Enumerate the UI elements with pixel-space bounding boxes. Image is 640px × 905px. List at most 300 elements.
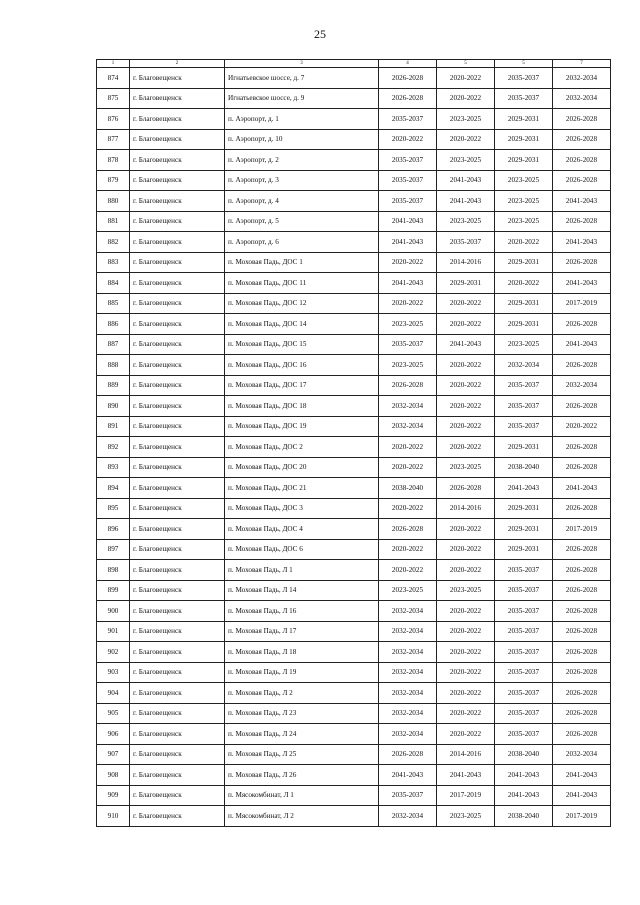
column-number-row: [97, 60, 611, 68]
period-cell: 2035-2037: [495, 396, 553, 417]
period-cell: 2014-2016: [437, 744, 495, 765]
period-cell: 2032-2034: [379, 683, 437, 704]
period-cell: 2023-2025: [379, 580, 437, 601]
row-number-cell: 887: [97, 334, 130, 355]
row-number-cell: 893: [97, 457, 130, 478]
row-number-cell: 896: [97, 519, 130, 540]
address-cell: п. Моховая Падь, ДОС 4: [225, 519, 379, 540]
row-number-cell: 880: [97, 191, 130, 212]
address-cell: п. Моховая Падь, ДОС 15: [225, 334, 379, 355]
period-cell: 2014-2016: [437, 498, 495, 519]
period-cell: 2026-2028: [553, 109, 611, 130]
period-cell: 2035-2037: [379, 170, 437, 191]
period-cell: 2020-2022: [437, 68, 495, 89]
address-cell: п. Моховая Падь, Л 2: [225, 683, 379, 704]
row-number-cell: 906: [97, 724, 130, 745]
period-cell: 2020-2022: [379, 539, 437, 560]
period-cell: 2041-2043: [553, 273, 611, 294]
period-cell: 2032-2034: [379, 416, 437, 437]
column-header: 4: [379, 60, 437, 68]
period-cell: 2026-2028: [553, 129, 611, 150]
period-cell: 2029-2031: [495, 109, 553, 130]
period-cell: 2020-2022: [437, 88, 495, 109]
period-cell: 2029-2031: [437, 273, 495, 294]
table-row: [97, 232, 611, 253]
period-cell: 2026-2028: [553, 170, 611, 191]
address-cell: п. Аэропорт, д. 5: [225, 211, 379, 232]
period-cell: 2020-2022: [437, 703, 495, 724]
city-cell: г. Благовещенск: [130, 703, 225, 724]
page-number: 25: [314, 27, 326, 41]
period-cell: 2026-2028: [553, 703, 611, 724]
address-cell: п. Моховая Падь, ДОС 17: [225, 375, 379, 396]
table-row: [97, 416, 611, 437]
city-cell: г. Благовещенск: [130, 191, 225, 212]
period-cell: 2038-2040: [495, 457, 553, 478]
period-cell: 2020-2022: [437, 539, 495, 560]
period-cell: 2020-2022: [495, 232, 553, 253]
row-number-cell: 881: [97, 211, 130, 232]
row-number-cell: 884: [97, 273, 130, 294]
period-cell: 2041-2043: [553, 765, 611, 786]
period-cell: 2026-2028: [553, 642, 611, 663]
address-cell: п. Моховая Падь, Л 24: [225, 724, 379, 745]
period-cell: 2029-2031: [495, 314, 553, 335]
table-row: [97, 334, 611, 355]
address-cell: п. Аэропорт, д. 2: [225, 150, 379, 171]
row-number-cell: 877: [97, 129, 130, 150]
table-body: [97, 60, 611, 827]
period-cell: 2023-2025: [379, 314, 437, 335]
period-cell: 2020-2022: [379, 129, 437, 150]
period-cell: 2023-2025: [437, 211, 495, 232]
table-row: [97, 621, 611, 642]
address-cell: п. Аэропорт, д. 3: [225, 170, 379, 191]
row-number-cell: 885: [97, 293, 130, 314]
city-cell: г. Благовещенск: [130, 457, 225, 478]
city-cell: г. Благовещенск: [130, 314, 225, 335]
table-row: [97, 580, 611, 601]
address-cell: п. Моховая Падь, ДОС 1: [225, 252, 379, 273]
period-cell: 2026-2028: [553, 150, 611, 171]
table-row: [97, 109, 611, 130]
row-number-cell: 904: [97, 683, 130, 704]
table-row: [97, 88, 611, 109]
period-cell: 2041-2043: [379, 232, 437, 253]
period-cell: 2041-2043: [437, 170, 495, 191]
address-cell: п. Моховая Падь, Л 26: [225, 765, 379, 786]
address-cell: п. Моховая Падь, ДОС 6: [225, 539, 379, 560]
table-row: [97, 703, 611, 724]
period-cell: 2035-2037: [379, 334, 437, 355]
city-cell: г. Благовещенск: [130, 519, 225, 540]
address-cell: п. Моховая Падь, Л 25: [225, 744, 379, 765]
city-cell: г. Благовещенск: [130, 437, 225, 458]
table-row: [97, 375, 611, 396]
period-cell: 2017-2019: [553, 806, 611, 827]
row-number-cell: 878: [97, 150, 130, 171]
row-number-cell: 879: [97, 170, 130, 191]
city-cell: г. Благовещенск: [130, 355, 225, 376]
table-row: [97, 68, 611, 89]
table-row: [97, 437, 611, 458]
period-cell: 2020-2022: [437, 416, 495, 437]
table-row: [97, 211, 611, 232]
city-cell: г. Благовещенск: [130, 498, 225, 519]
city-cell: г. Благовещенск: [130, 211, 225, 232]
column-header: 1: [97, 60, 130, 68]
period-cell: 2035-2037: [495, 703, 553, 724]
period-cell: 2029-2031: [495, 539, 553, 560]
table-row: [97, 252, 611, 273]
period-cell: 2029-2031: [495, 129, 553, 150]
period-cell: 2026-2028: [553, 683, 611, 704]
period-cell: 2020-2022: [437, 375, 495, 396]
address-cell: п. Моховая Падь, ДОС 12: [225, 293, 379, 314]
city-cell: г. Благовещенск: [130, 724, 225, 745]
period-cell: 2026-2028: [379, 375, 437, 396]
period-cell: 2026-2028: [379, 744, 437, 765]
period-cell: 2020-2022: [437, 724, 495, 745]
period-cell: 2029-2031: [495, 150, 553, 171]
period-cell: 2020-2022: [437, 129, 495, 150]
row-number-cell: 905: [97, 703, 130, 724]
period-cell: 2035-2037: [495, 416, 553, 437]
period-cell: 2035-2037: [379, 150, 437, 171]
city-cell: г. Благовещенск: [130, 478, 225, 499]
period-cell: 2032-2034: [553, 375, 611, 396]
period-cell: 2035-2037: [495, 662, 553, 683]
city-cell: г. Благовещенск: [130, 129, 225, 150]
table-row: [97, 457, 611, 478]
city-cell: г. Благовещенск: [130, 88, 225, 109]
address-cell: п. Моховая Падь, Л 17: [225, 621, 379, 642]
column-header: 7: [553, 60, 611, 68]
table-row: [97, 293, 611, 314]
city-cell: г. Благовещенск: [130, 334, 225, 355]
row-number-cell: 907: [97, 744, 130, 765]
period-cell: 2020-2022: [437, 437, 495, 458]
table-row: [97, 765, 611, 786]
address-cell: п. Моховая Падь, ДОС 3: [225, 498, 379, 519]
city-cell: г. Благовещенск: [130, 293, 225, 314]
period-cell: 2032-2034: [553, 88, 611, 109]
row-number-cell: 902: [97, 642, 130, 663]
row-number-cell: 882: [97, 232, 130, 253]
city-cell: г. Благовещенск: [130, 416, 225, 437]
column-header: 3: [225, 60, 379, 68]
row-number-cell: 898: [97, 560, 130, 581]
address-cell: п. Аэропорт, д. 10: [225, 129, 379, 150]
address-cell: п. Моховая Падь, ДОС 21: [225, 478, 379, 499]
address-cell: п. Моховая Падь, Л 1: [225, 560, 379, 581]
period-cell: 2035-2037: [495, 580, 553, 601]
address-cell: п. Мясокомбинат, Л 2: [225, 806, 379, 827]
address-cell: п. Моховая Падь, ДОС 14: [225, 314, 379, 335]
address-cell: п. Мясокомбинат, Л 1: [225, 785, 379, 806]
period-cell: 2026-2028: [553, 724, 611, 745]
period-cell: 2032-2034: [379, 703, 437, 724]
period-cell: 2023-2025: [495, 191, 553, 212]
period-cell: 2020-2022: [379, 293, 437, 314]
period-cell: 2041-2043: [437, 334, 495, 355]
row-number-cell: 909: [97, 785, 130, 806]
registry-table: [96, 59, 611, 827]
address-cell: п. Моховая Падь, Л 23: [225, 703, 379, 724]
period-cell: 2014-2016: [437, 252, 495, 273]
period-cell: 2020-2022: [379, 498, 437, 519]
table-row: [97, 150, 611, 171]
address-cell: п. Моховая Падь, ДОС 2: [225, 437, 379, 458]
row-number-cell: 874: [97, 68, 130, 89]
address-cell: Игнатьевское шоссе, д. 9: [225, 88, 379, 109]
period-cell: 2035-2037: [495, 88, 553, 109]
city-cell: г. Благовещенск: [130, 232, 225, 253]
city-cell: г. Благовещенск: [130, 150, 225, 171]
period-cell: 2026-2028: [553, 601, 611, 622]
row-number-cell: 892: [97, 437, 130, 458]
table-row: [97, 396, 611, 417]
period-cell: 2026-2028: [553, 457, 611, 478]
period-cell: 2020-2022: [379, 560, 437, 581]
table-row: [97, 273, 611, 294]
period-cell: 2032-2034: [379, 621, 437, 642]
period-cell: 2023-2025: [437, 580, 495, 601]
row-number-cell: 900: [97, 601, 130, 622]
city-cell: г. Благовещенск: [130, 765, 225, 786]
city-cell: г. Благовещенск: [130, 109, 225, 130]
address-cell: п. Моховая Падь, Л 18: [225, 642, 379, 663]
row-number-cell: 891: [97, 416, 130, 437]
address-cell: п. Аэропорт, д. 4: [225, 191, 379, 212]
period-cell: 2035-2037: [495, 601, 553, 622]
period-cell: 2026-2028: [379, 88, 437, 109]
row-number-cell: 876: [97, 109, 130, 130]
period-cell: 2041-2043: [553, 334, 611, 355]
row-number-cell: 875: [97, 88, 130, 109]
city-cell: г. Благовещенск: [130, 580, 225, 601]
period-cell: 2026-2028: [553, 580, 611, 601]
address-cell: п. Моховая Падь, Л 16: [225, 601, 379, 622]
row-number-cell: 883: [97, 252, 130, 273]
period-cell: 2041-2043: [553, 232, 611, 253]
period-cell: 2038-2040: [495, 744, 553, 765]
city-cell: г. Благовещенск: [130, 785, 225, 806]
address-cell: Игнатьевское шоссе, д. 7: [225, 68, 379, 89]
period-cell: 2032-2034: [379, 642, 437, 663]
table-row: [97, 744, 611, 765]
period-cell: 2032-2034: [379, 601, 437, 622]
row-number-cell: 890: [97, 396, 130, 417]
city-cell: г. Благовещенск: [130, 273, 225, 294]
table-row: [97, 314, 611, 335]
period-cell: 2023-2025: [495, 334, 553, 355]
period-cell: 2032-2034: [379, 806, 437, 827]
city-cell: г. Благовещенск: [130, 252, 225, 273]
period-cell: 2038-2040: [379, 478, 437, 499]
period-cell: 2041-2043: [437, 765, 495, 786]
row-number-cell: 886: [97, 314, 130, 335]
period-cell: 2041-2043: [379, 211, 437, 232]
address-cell: п. Аэропорт, д. 1: [225, 109, 379, 130]
period-cell: 2029-2031: [495, 293, 553, 314]
address-cell: п. Моховая Падь, ДОС 18: [225, 396, 379, 417]
period-cell: 2026-2028: [553, 252, 611, 273]
period-cell: 2041-2043: [379, 273, 437, 294]
period-cell: 2035-2037: [495, 642, 553, 663]
period-cell: 2035-2037: [379, 191, 437, 212]
table-row: [97, 662, 611, 683]
address-cell: п. Аэропорт, д. 6: [225, 232, 379, 253]
city-cell: г. Благовещенск: [130, 662, 225, 683]
row-number-cell: 908: [97, 765, 130, 786]
period-cell: 2020-2022: [437, 642, 495, 663]
period-cell: 2020-2022: [379, 252, 437, 273]
row-number-cell: 901: [97, 621, 130, 642]
period-cell: 2035-2037: [437, 232, 495, 253]
period-cell: 2032-2034: [379, 662, 437, 683]
table-row: [97, 191, 611, 212]
period-cell: 2035-2037: [495, 375, 553, 396]
period-cell: 2026-2028: [553, 539, 611, 560]
city-cell: г. Благовещенск: [130, 375, 225, 396]
period-cell: 2020-2022: [437, 293, 495, 314]
period-cell: 2029-2031: [495, 437, 553, 458]
table-row: [97, 498, 611, 519]
city-cell: г. Благовещенск: [130, 621, 225, 642]
period-cell: 2020-2022: [437, 355, 495, 376]
period-cell: 2035-2037: [495, 683, 553, 704]
period-cell: 2026-2028: [553, 621, 611, 642]
column-header: 2: [130, 60, 225, 68]
period-cell: 2020-2022: [437, 519, 495, 540]
table-row: [97, 601, 611, 622]
period-cell: 2032-2034: [495, 355, 553, 376]
period-cell: 2026-2028: [553, 437, 611, 458]
period-cell: 2017-2019: [437, 785, 495, 806]
period-cell: 2026-2028: [553, 211, 611, 232]
period-cell: 2029-2031: [495, 519, 553, 540]
table-row: [97, 539, 611, 560]
period-cell: 2041-2043: [553, 785, 611, 806]
period-cell: 2026-2028: [553, 355, 611, 376]
period-cell: 2023-2025: [495, 170, 553, 191]
period-cell: 2026-2028: [553, 498, 611, 519]
period-cell: 2032-2034: [553, 68, 611, 89]
period-cell: 2041-2043: [553, 191, 611, 212]
period-cell: 2026-2028: [437, 478, 495, 499]
address-cell: п. Моховая Падь, Л 19: [225, 662, 379, 683]
period-cell: 2020-2022: [437, 601, 495, 622]
row-number-cell: 910: [97, 806, 130, 827]
period-cell: 2035-2037: [495, 560, 553, 581]
period-cell: 2023-2025: [437, 150, 495, 171]
period-cell: 2026-2028: [553, 560, 611, 581]
table-row: [97, 642, 611, 663]
row-number-cell: 897: [97, 539, 130, 560]
city-cell: г. Благовещенск: [130, 683, 225, 704]
city-cell: г. Благовещенск: [130, 396, 225, 417]
period-cell: 2041-2043: [437, 191, 495, 212]
table-row: [97, 560, 611, 581]
period-cell: 2035-2037: [495, 724, 553, 745]
period-cell: 2026-2028: [379, 519, 437, 540]
table-row: [97, 683, 611, 704]
address-cell: п. Моховая Падь, ДОС 11: [225, 273, 379, 294]
table-row: [97, 170, 611, 191]
city-cell: г. Благовещенск: [130, 744, 225, 765]
city-cell: г. Благовещенск: [130, 170, 225, 191]
period-cell: 2038-2040: [495, 806, 553, 827]
period-cell: 2029-2031: [495, 252, 553, 273]
column-header: 5: [437, 60, 495, 68]
period-cell: 2020-2022: [437, 621, 495, 642]
period-cell: 2032-2034: [379, 724, 437, 745]
period-cell: 2020-2022: [437, 314, 495, 335]
row-number-cell: 899: [97, 580, 130, 601]
table-row: [97, 724, 611, 745]
row-number-cell: 894: [97, 478, 130, 499]
period-cell: 2026-2028: [379, 68, 437, 89]
table-row: [97, 355, 611, 376]
column-header: 5: [495, 60, 553, 68]
city-cell: г. Благовещенск: [130, 560, 225, 581]
period-cell: 2017-2019: [553, 293, 611, 314]
row-number-cell: 903: [97, 662, 130, 683]
period-cell: 2020-2022: [495, 273, 553, 294]
period-cell: 2020-2022: [437, 560, 495, 581]
period-cell: 2041-2043: [495, 785, 553, 806]
period-cell: 2023-2025: [437, 109, 495, 130]
period-cell: 2023-2025: [437, 457, 495, 478]
address-cell: п. Моховая Падь, ДОС 20: [225, 457, 379, 478]
period-cell: 2041-2043: [379, 765, 437, 786]
period-cell: 2032-2034: [379, 396, 437, 417]
period-cell: 2041-2043: [553, 478, 611, 499]
period-cell: 2020-2022: [553, 416, 611, 437]
table-row: [97, 129, 611, 150]
period-cell: 2020-2022: [379, 457, 437, 478]
period-cell: 2020-2022: [437, 662, 495, 683]
row-number-cell: 895: [97, 498, 130, 519]
city-cell: г. Благовещенск: [130, 601, 225, 622]
period-cell: 2029-2031: [495, 498, 553, 519]
period-cell: 2035-2037: [495, 68, 553, 89]
row-number-cell: 889: [97, 375, 130, 396]
period-cell: 2020-2022: [379, 437, 437, 458]
row-number-cell: 888: [97, 355, 130, 376]
period-cell: 2023-2025: [379, 355, 437, 376]
city-cell: г. Благовещенск: [130, 806, 225, 827]
period-cell: 2035-2037: [379, 109, 437, 130]
address-cell: п. Моховая Падь, ДОС 16: [225, 355, 379, 376]
period-cell: 2020-2022: [437, 683, 495, 704]
period-cell: 2023-2025: [495, 211, 553, 232]
address-cell: п. Моховая Падь, ДОС 19: [225, 416, 379, 437]
period-cell: 2026-2028: [553, 314, 611, 335]
period-cell: 2041-2043: [495, 765, 553, 786]
period-cell: 2035-2037: [379, 785, 437, 806]
table-row: [97, 785, 611, 806]
period-cell: 2023-2025: [437, 806, 495, 827]
city-cell: г. Благовещенск: [130, 68, 225, 89]
period-cell: 2017-2019: [553, 519, 611, 540]
period-cell: 2041-2043: [495, 478, 553, 499]
table-row: [97, 519, 611, 540]
city-cell: г. Благовещенск: [130, 539, 225, 560]
table-row: [97, 806, 611, 827]
period-cell: 2026-2028: [553, 396, 611, 417]
